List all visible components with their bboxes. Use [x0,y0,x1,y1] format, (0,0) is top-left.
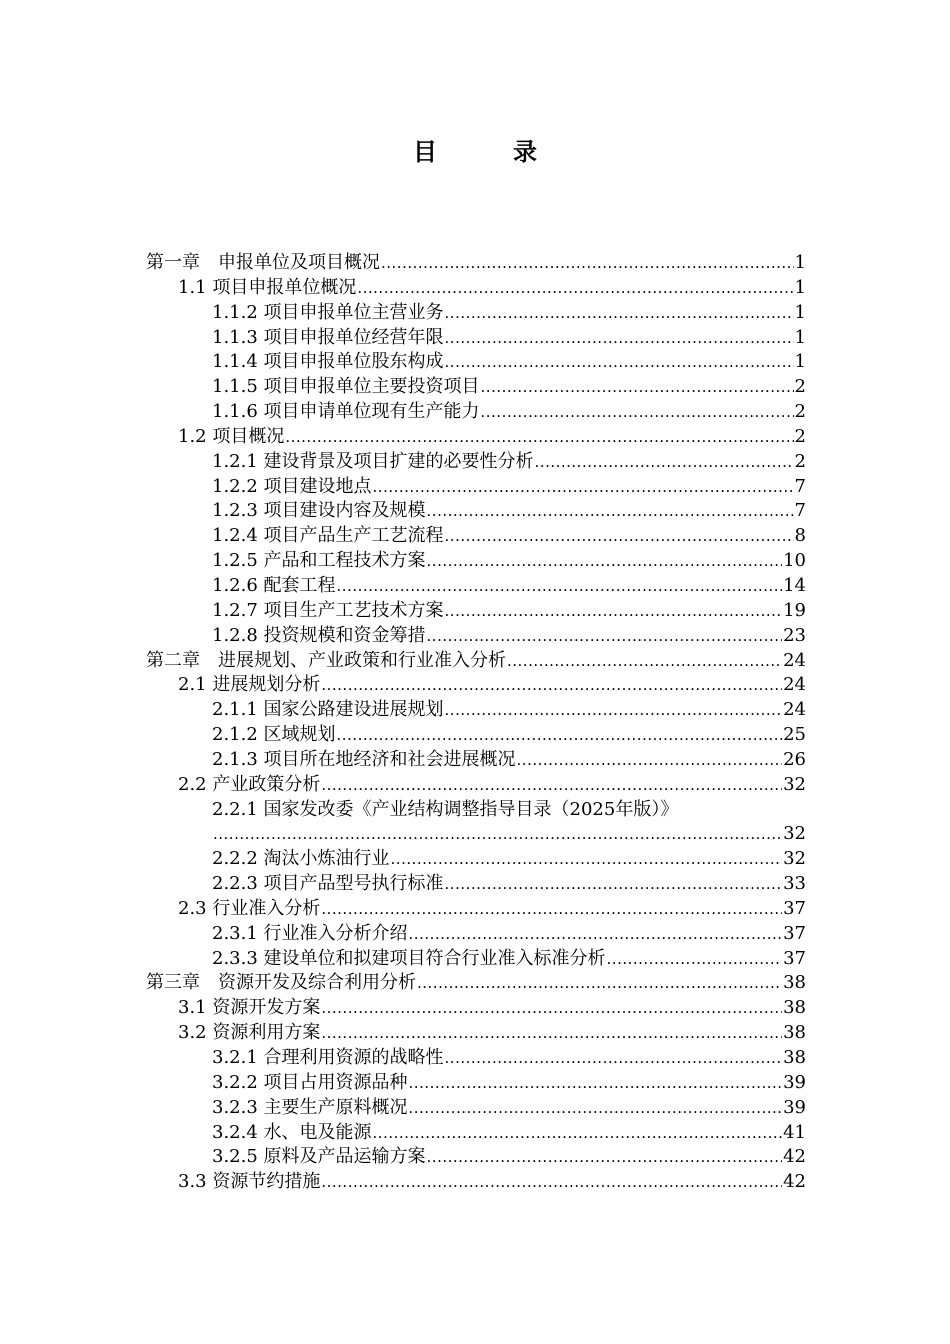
toc-entry-text: 2.2.2 淘汰小炼油行业 [212,848,390,870]
dot-leader [337,723,783,748]
toc-entry-page: 37 [783,947,806,969]
toc-entry-wrapped[interactable] [146,798,806,823]
dot-leader [427,624,783,649]
toc-entry-page: 8 [794,525,806,547]
toc-entry[interactable] [146,475,806,500]
toc-entry-text: 第二章 进展规划、产业政策和行业准入分析 [146,649,506,671]
toc-entry-text: 1.1.6 项目申请单位现有生产能力 [212,401,480,423]
toc-entry[interactable] [146,773,806,798]
toc-entry[interactable] [146,1145,806,1170]
dot-leader [337,574,783,599]
toc-entry[interactable] [146,574,806,599]
toc-entry[interactable] [146,1021,806,1046]
table-of-contents [146,251,806,1195]
toc-entry[interactable] [146,748,806,773]
dot-leader [481,375,794,400]
toc-entry-page: 7 [794,500,806,522]
toc-entry[interactable] [146,649,806,674]
dot-leader [517,748,783,773]
dot-leader [321,673,782,698]
toc-entry-page: 1 [794,252,806,273]
toc-entry[interactable] [146,375,806,400]
toc-entry-page: 1 [794,326,806,348]
toc-entry-page: 25 [783,724,806,746]
toc-entry[interactable] [146,922,806,947]
toc-entry-page: 37 [783,897,806,919]
toc-entry[interactable] [146,1121,806,1146]
toc-entry-text: 2.1.3 项目所在地经济和社会进展概况 [212,748,516,770]
toc-entry[interactable] [146,947,806,972]
toc-entry-text: 1.1.4 项目申报单位股东构成 [212,351,444,373]
toc-entry-text: 2.3 行业准入分析 [178,897,321,919]
toc-entry[interactable] [146,872,806,897]
toc-entry-page: 39 [783,1071,806,1093]
toc-entry-text: 3.2.2 项目占用资源品种 [212,1071,408,1093]
dot-leader [445,301,794,326]
dot-leader [427,1145,783,1170]
toc-entry-page: 42 [783,1171,806,1193]
toc-entry-page: 14 [783,574,806,596]
toc-entry-text: 1.1.2 项目申报单位主营业务 [212,301,444,323]
toc-entry-continuation[interactable] [146,822,806,847]
toc-entry[interactable] [146,1170,806,1195]
dot-leader [507,649,782,674]
toc-entry-text: 1.2.6 配套工程 [212,574,336,596]
toc-entry-text: 3.2.5 原料及产品运输方案 [212,1146,426,1168]
toc-entry[interactable] [146,897,806,922]
toc-entry[interactable] [146,971,806,996]
dot-leader [357,276,793,301]
toc-entry[interactable] [146,673,806,698]
toc-entry-page: 26 [783,748,806,770]
dot-leader [417,971,782,996]
toc-entry[interactable] [146,251,806,276]
toc-entry-page: 2 [794,450,806,472]
toc-entry[interactable] [146,996,806,1021]
toc-entry-text: 第一章 申报单位及项目概况 [146,252,380,273]
toc-entry[interactable] [146,1046,806,1071]
toc-entry-text: 1.2 项目概况 [178,425,285,447]
toc-entry-text: 1.1 项目申报单位概况 [178,276,357,298]
toc-entry-text: 1.2.7 项目生产工艺技术方案 [212,599,444,621]
dot-leader [445,524,794,549]
dot-leader [321,773,782,798]
toc-entry-page: 42 [783,1146,806,1168]
toc-entry-text: 1.2.5 产品和工程技术方案 [212,550,426,572]
toc-entry-text: 2.3.1 行业准入分析介绍 [212,922,408,944]
toc-entry-page: 2 [794,425,806,447]
toc-entry-text: 3.2.3 主要生产原料概况 [212,1096,408,1118]
toc-entry-text: 1.2.8 投资规模和资金筹措 [212,624,426,646]
dot-leader [409,922,783,947]
toc-entry[interactable] [146,599,806,624]
dot-leader [445,326,794,351]
toc-entry[interactable] [146,425,806,450]
toc-entry-text: 3.3 资源节约措施 [178,1171,321,1193]
page-title: 目 录 [413,137,563,166]
toc-entry[interactable] [146,326,806,351]
dot-leader [445,1046,783,1071]
toc-entry-text: 2.1.2 区域规划 [212,724,336,746]
toc-entry[interactable] [146,847,806,872]
dot-leader [321,996,782,1021]
toc-entry-text: 1.2.3 项目建设内容及规模 [212,500,426,522]
toc-entry-page: 32 [783,848,806,870]
toc-entry[interactable] [146,450,806,475]
toc-entry[interactable] [146,1096,806,1121]
dot-leader [391,847,783,872]
toc-entry-page: 32 [783,773,806,795]
toc-entry-text: 2.2.1 国家发改委《产业结构调整指导目录（2025年版）》 [212,798,679,820]
dot-leader [321,1170,782,1195]
dot-leader [427,549,783,574]
toc-entry-page: 37 [783,922,806,944]
toc-entry-page: 7 [794,475,806,497]
toc-entry-text: 1.2.1 建设背景及项目扩建的必要性分析 [212,450,534,472]
toc-entry-text: 1.2.4 项目产品生产工艺流程 [212,525,444,547]
toc-entry-page: 1 [794,301,806,323]
toc-entry-page: 41 [783,1121,806,1143]
toc-entry-page: 2 [794,401,806,423]
dot-leader [445,698,783,723]
dot-leader [535,450,794,475]
dot-leader [409,1096,783,1121]
toc-entry-page: 1 [794,351,806,373]
dot-leader [607,947,783,972]
toc-entry-page: 24 [783,674,806,696]
toc-entry-page: 39 [783,1096,806,1118]
dot-leader [445,599,783,624]
toc-entry-page: 19 [783,599,806,621]
toc-entry-text: 2.2 产业政策分析 [178,773,321,795]
toc-entry-text: 2.1 进展规划分析 [178,674,321,696]
toc-entry[interactable] [146,624,806,649]
toc-entry-text: 2.3.3 建设单位和拟建项目符合行业准入标准分析 [212,947,606,969]
toc-entry-text: 1.1.5 项目申报单位主要投资项目 [212,376,480,398]
toc-entry-text: 1.1.3 项目申报单位经营年限 [212,326,444,348]
dot-leader [373,1121,783,1146]
toc-entry[interactable] [146,698,806,723]
toc-entry-page: 38 [783,1022,806,1044]
toc-entry-page: 32 [783,823,806,845]
toc-entry-page: 1 [794,276,806,298]
dot-leader [427,499,794,524]
toc-entry-page: 2 [794,376,806,398]
toc-entry-text: 3.1 资源开发方案 [178,997,321,1019]
toc-entry-text: 2.2.3 项目产品型号执行标准 [212,873,444,895]
dot-leader [373,475,794,500]
dot-leader [481,400,794,425]
toc-entry-text: 3.2 资源利用方案 [178,1022,321,1044]
toc-entry-page: 33 [783,873,806,895]
toc-entry-page: 23 [783,624,806,646]
toc-entry[interactable] [146,723,806,748]
dot-leader [285,425,793,450]
dot-leader [445,872,783,897]
dot-leader [321,1021,782,1046]
toc-entry[interactable] [146,276,806,301]
toc-entry-text: 2.1.1 国家公路建设进展规划 [212,699,444,721]
toc-entry[interactable] [146,350,806,375]
toc-entry[interactable] [146,301,806,326]
toc-entry[interactable] [146,1071,806,1096]
toc-entry-page: 24 [783,649,806,671]
toc-entry-text: 1.2.2 项目建设地点 [212,475,372,497]
toc-entry-page: 24 [783,699,806,721]
toc-entry-text: 第三章 资源开发及综合利用分析 [146,972,416,994]
toc-entry-page: 38 [783,1047,806,1068]
toc-entry[interactable] [146,499,806,524]
dot-leader [213,822,782,847]
dot-leader [445,350,794,375]
toc-entry[interactable] [146,549,806,574]
toc-entry-page: 10 [783,550,806,572]
dot-leader [381,251,794,276]
dot-leader [409,1071,783,1096]
toc-entry-page: 38 [783,972,806,994]
dot-leader [321,897,782,922]
toc-entry-page: 38 [783,997,806,1019]
toc-entry-text: 3.2.1 合理利用资源的战略性 [212,1047,444,1068]
toc-entry-text: 3.2.4 水、电及能源 [212,1121,372,1143]
toc-entry[interactable] [146,524,806,549]
toc-entry[interactable] [146,400,806,425]
